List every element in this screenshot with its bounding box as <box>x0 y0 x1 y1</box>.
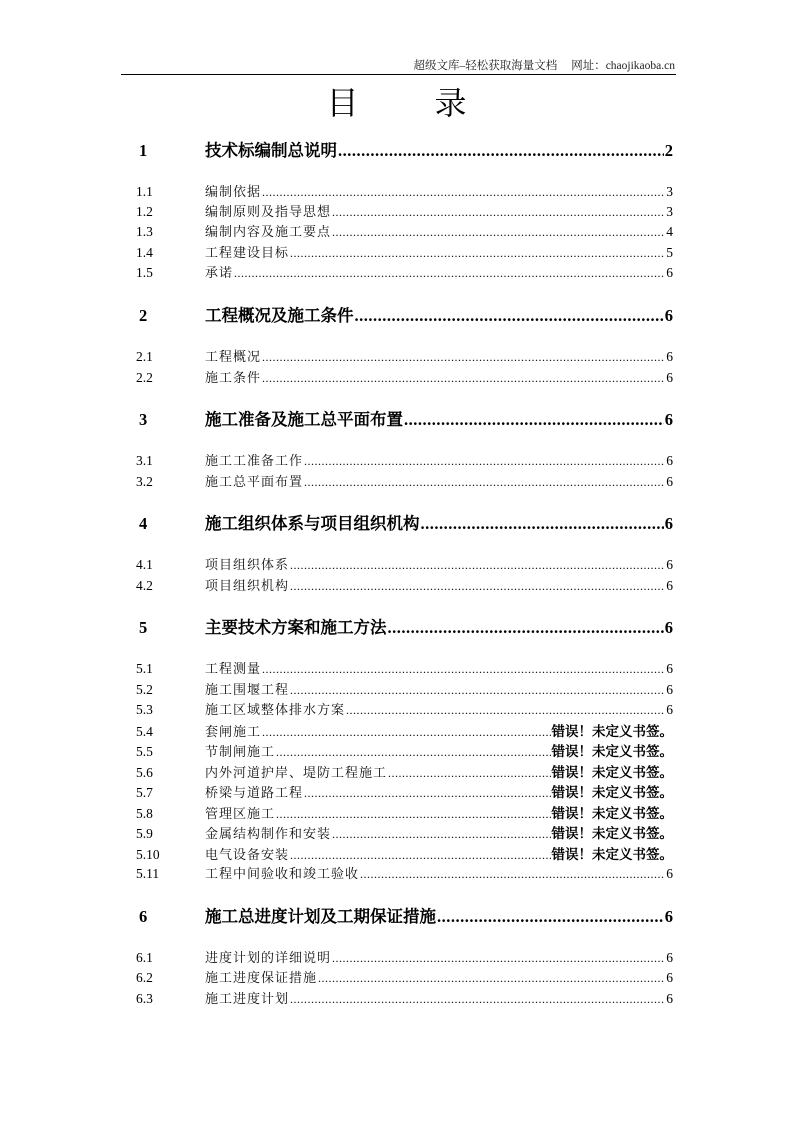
toc-leader-dots <box>437 907 664 927</box>
toc-number: 4.2 <box>136 578 153 593</box>
toc-entry-5-11[interactable] <box>136 863 673 882</box>
toc-label: 管理区施工 <box>205 807 276 822</box>
toc-leader-dots <box>360 867 665 882</box>
toc-number: 5.2 <box>136 682 153 697</box>
toc-label: 内外河道护岸、堤防工程施工 <box>205 766 388 781</box>
toc-number: 1.4 <box>136 245 153 260</box>
toc-leader-dots <box>318 971 665 986</box>
toc-leader-dots <box>290 683 665 698</box>
toc-label: 施工进度计划 <box>205 992 290 1007</box>
toc-entry-1-3[interactable] <box>136 221 673 240</box>
toc-label: 工程中间验收和竣工验收 <box>205 867 360 882</box>
toc-entry-6-3[interactable] <box>136 988 673 1007</box>
toc-number: 5.5 <box>136 744 153 759</box>
header-rule <box>121 74 676 75</box>
toc-label: 桥梁与道路工程 <box>205 786 304 801</box>
toc-page: 6 <box>664 410 673 429</box>
toc-label: 技术标编制总说明 <box>205 141 337 160</box>
toc-number: 6.2 <box>136 970 153 985</box>
toc-page: 6 <box>666 661 673 676</box>
toc-entry-4-2[interactable] <box>136 575 673 594</box>
toc-number: 2.1 <box>136 349 153 364</box>
toc-number: 5.8 <box>136 806 153 821</box>
toc-page: 6 <box>666 970 673 985</box>
toc-number: 1 <box>139 141 148 160</box>
toc-number: 3.1 <box>136 453 153 468</box>
toc-page: 6 <box>666 950 673 965</box>
page-header <box>413 57 675 73</box>
toc-number: 6.1 <box>136 950 153 965</box>
header-url: 网址：chaojikaoba.cn <box>571 60 675 72</box>
toc-leader-dots <box>262 725 550 740</box>
toc-label: 施工进度保证措施 <box>205 971 318 986</box>
toc-leader-dots <box>332 951 665 966</box>
toc-label: 编制内容及施工要点 <box>205 225 332 240</box>
toc-number: 6.3 <box>136 991 153 1006</box>
toc-label: 施工准备及施工总平面布置 <box>205 410 403 429</box>
toc-leader-dots <box>304 786 550 801</box>
toc-leader-dots <box>304 454 665 469</box>
toc-page: 3 <box>666 184 673 199</box>
toc-entry-2[interactable] <box>136 302 673 326</box>
toc-leader-dots <box>262 371 665 386</box>
toc-leader-dots <box>290 848 550 863</box>
toc-leader-dots <box>290 558 665 573</box>
toc-leader-dots <box>290 246 665 261</box>
toc-label: 施工组织体系与项目组织机构 <box>205 514 420 533</box>
toc-label: 施工区域整体排水方案 <box>205 703 346 718</box>
title-char-2: 录 <box>434 84 467 122</box>
toc-page: 6 <box>666 702 673 717</box>
toc-label: 节制闸施工 <box>205 745 276 760</box>
toc-label: 施工总进度计划及工期保证措施 <box>205 907 436 926</box>
toc-entry-4[interactable] <box>136 510 673 534</box>
toc-leader-dots <box>404 410 664 430</box>
toc-label: 施工条件 <box>205 371 262 386</box>
toc-entry-5-7[interactable] <box>136 781 673 801</box>
toc-label: 施工围堰工程 <box>205 683 290 698</box>
toc-entry-1-4[interactable] <box>136 242 673 261</box>
toc-leader-dots <box>234 266 665 281</box>
toc-page-error: 错误！未定义书签。 <box>551 724 673 740</box>
toc-page: 6 <box>666 474 673 489</box>
toc-number: 5.3 <box>136 702 153 717</box>
toc-number: 5.4 <box>136 724 153 739</box>
title-char-1: 目 <box>326 84 359 122</box>
toc-page: 6 <box>666 682 673 697</box>
toc-number: 5 <box>139 618 148 637</box>
toc-page: 6 <box>666 453 673 468</box>
toc-number: 6 <box>139 907 148 926</box>
toc-leader-dots <box>262 662 665 677</box>
toc-leader-dots <box>262 350 665 365</box>
toc-leader-dots <box>276 745 550 760</box>
toc-page: 6 <box>664 306 673 325</box>
toc-page: 5 <box>666 245 673 260</box>
toc-entry-6-1[interactable] <box>136 947 673 966</box>
toc-page: 6 <box>666 991 673 1006</box>
toc-leader-dots <box>290 992 665 1007</box>
toc-label: 套闸施工 <box>205 725 262 740</box>
toc-label: 施工总平面布置 <box>205 475 304 490</box>
toc-label: 项目组织体系 <box>205 558 290 573</box>
toc-label: 编制依据 <box>205 185 262 200</box>
toc-entry-5-3[interactable] <box>136 699 673 718</box>
toc-leader-dots <box>346 703 665 718</box>
toc-entry-5-4[interactable] <box>136 720 673 740</box>
toc-label: 工程测量 <box>205 662 262 677</box>
toc-entry-5-10[interactable] <box>136 843 673 863</box>
toc-entry-5-5[interactable] <box>136 740 673 760</box>
toc-entry-5-9[interactable] <box>136 822 673 842</box>
toc-leader-dots <box>290 579 665 594</box>
toc-page: 6 <box>666 370 673 385</box>
toc-number: 2 <box>139 306 148 325</box>
toc-entry-1-5[interactable] <box>136 262 673 281</box>
toc-page: 6 <box>664 514 673 533</box>
toc-label: 承诺 <box>205 266 234 281</box>
toc-leader-dots <box>332 205 665 220</box>
toc-number: 5.1 <box>136 661 153 676</box>
toc-leader-dots <box>332 827 550 842</box>
toc-number: 5.11 <box>136 866 160 881</box>
toc-entry-3[interactable] <box>136 406 673 430</box>
toc-number: 1.5 <box>136 265 153 280</box>
toc-label: 施工工准备工作 <box>205 454 304 469</box>
toc-number: 1.2 <box>136 204 153 219</box>
toc-entry-5-8[interactable] <box>136 802 673 822</box>
toc-page: 6 <box>666 866 673 881</box>
toc-number: 4.1 <box>136 557 153 572</box>
toc-entry-6[interactable] <box>136 903 673 927</box>
toc-leader-dots <box>421 514 664 534</box>
toc-entry-1-2[interactable] <box>136 201 673 220</box>
toc-label: 主要技术方案和施工方法 <box>205 618 387 637</box>
toc-entry-1-1[interactable] <box>136 181 673 200</box>
toc-entry-5-1[interactable] <box>136 658 673 677</box>
toc-number: 3.2 <box>136 474 153 489</box>
toc-page: 6 <box>664 618 673 637</box>
toc-page: 4 <box>666 224 673 239</box>
toc-page: 6 <box>666 349 673 364</box>
toc-number: 5.7 <box>136 785 153 800</box>
toc-leader-dots <box>332 225 665 240</box>
toc-page-error: 错误！未定义书签。 <box>551 847 673 863</box>
toc-entry-3-2[interactable] <box>136 471 673 490</box>
toc-page: 6 <box>666 265 673 280</box>
toc-label: 项目组织机构 <box>205 579 290 594</box>
toc-label: 电气设备安装 <box>205 848 290 863</box>
toc-label: 进度计划的详细说明 <box>205 951 332 966</box>
toc-page-error: 错误！未定义书签。 <box>551 744 673 760</box>
toc-leader-dots <box>276 807 550 822</box>
toc-page: 2 <box>664 141 673 160</box>
toc-number: 3 <box>139 410 148 429</box>
toc-number: 5.9 <box>136 826 153 841</box>
toc-page: 6 <box>664 907 673 926</box>
toc-number: 1.3 <box>136 224 153 239</box>
toc-number: 5.10 <box>136 847 160 862</box>
toc-leader-dots <box>355 306 664 326</box>
toc-leader-dots <box>388 618 664 638</box>
toc-page-error: 错误！未定义书签。 <box>551 806 673 822</box>
toc-entry-6-2[interactable] <box>136 967 673 986</box>
toc-leader-dots <box>338 141 664 161</box>
toc-page-error: 错误！未定义书签。 <box>551 765 673 781</box>
header-site-name: 超级文库–轻松获取海量文档 <box>413 60 558 72</box>
toc-entry-1[interactable] <box>136 137 673 161</box>
toc-label: 金属结构制作和安装 <box>205 827 332 842</box>
toc-entry-2-2[interactable] <box>136 367 673 386</box>
toc-entry-2-1[interactable] <box>136 346 673 365</box>
toc-entry-4-1[interactable] <box>136 554 673 573</box>
toc-leader-dots <box>388 766 550 781</box>
toc-page-error: 错误！未定义书签。 <box>551 785 673 801</box>
toc-leader-dots <box>262 185 665 200</box>
toc-leader-dots <box>304 475 665 490</box>
toc-number: 2.2 <box>136 370 153 385</box>
toc-label: 工程概况 <box>205 350 262 365</box>
toc-page: 6 <box>666 557 673 572</box>
toc-label: 工程建设目标 <box>205 246 290 261</box>
toc-label: 工程概况及施工条件 <box>205 306 354 325</box>
page-title <box>0 78 793 124</box>
toc-entry-5-6[interactable] <box>136 761 673 781</box>
toc-entry-5-2[interactable] <box>136 679 673 698</box>
toc-page: 6 <box>666 578 673 593</box>
toc-entry-3-1[interactable] <box>136 450 673 469</box>
toc-number: 4 <box>139 514 148 533</box>
toc-number: 1.1 <box>136 184 153 199</box>
toc-label: 编制原则及指导思想 <box>205 205 332 220</box>
toc-number: 5.6 <box>136 765 153 780</box>
toc-entry-5[interactable] <box>136 614 673 638</box>
toc-page: 3 <box>666 204 673 219</box>
toc-page-error: 错误！未定义书签。 <box>551 826 673 842</box>
